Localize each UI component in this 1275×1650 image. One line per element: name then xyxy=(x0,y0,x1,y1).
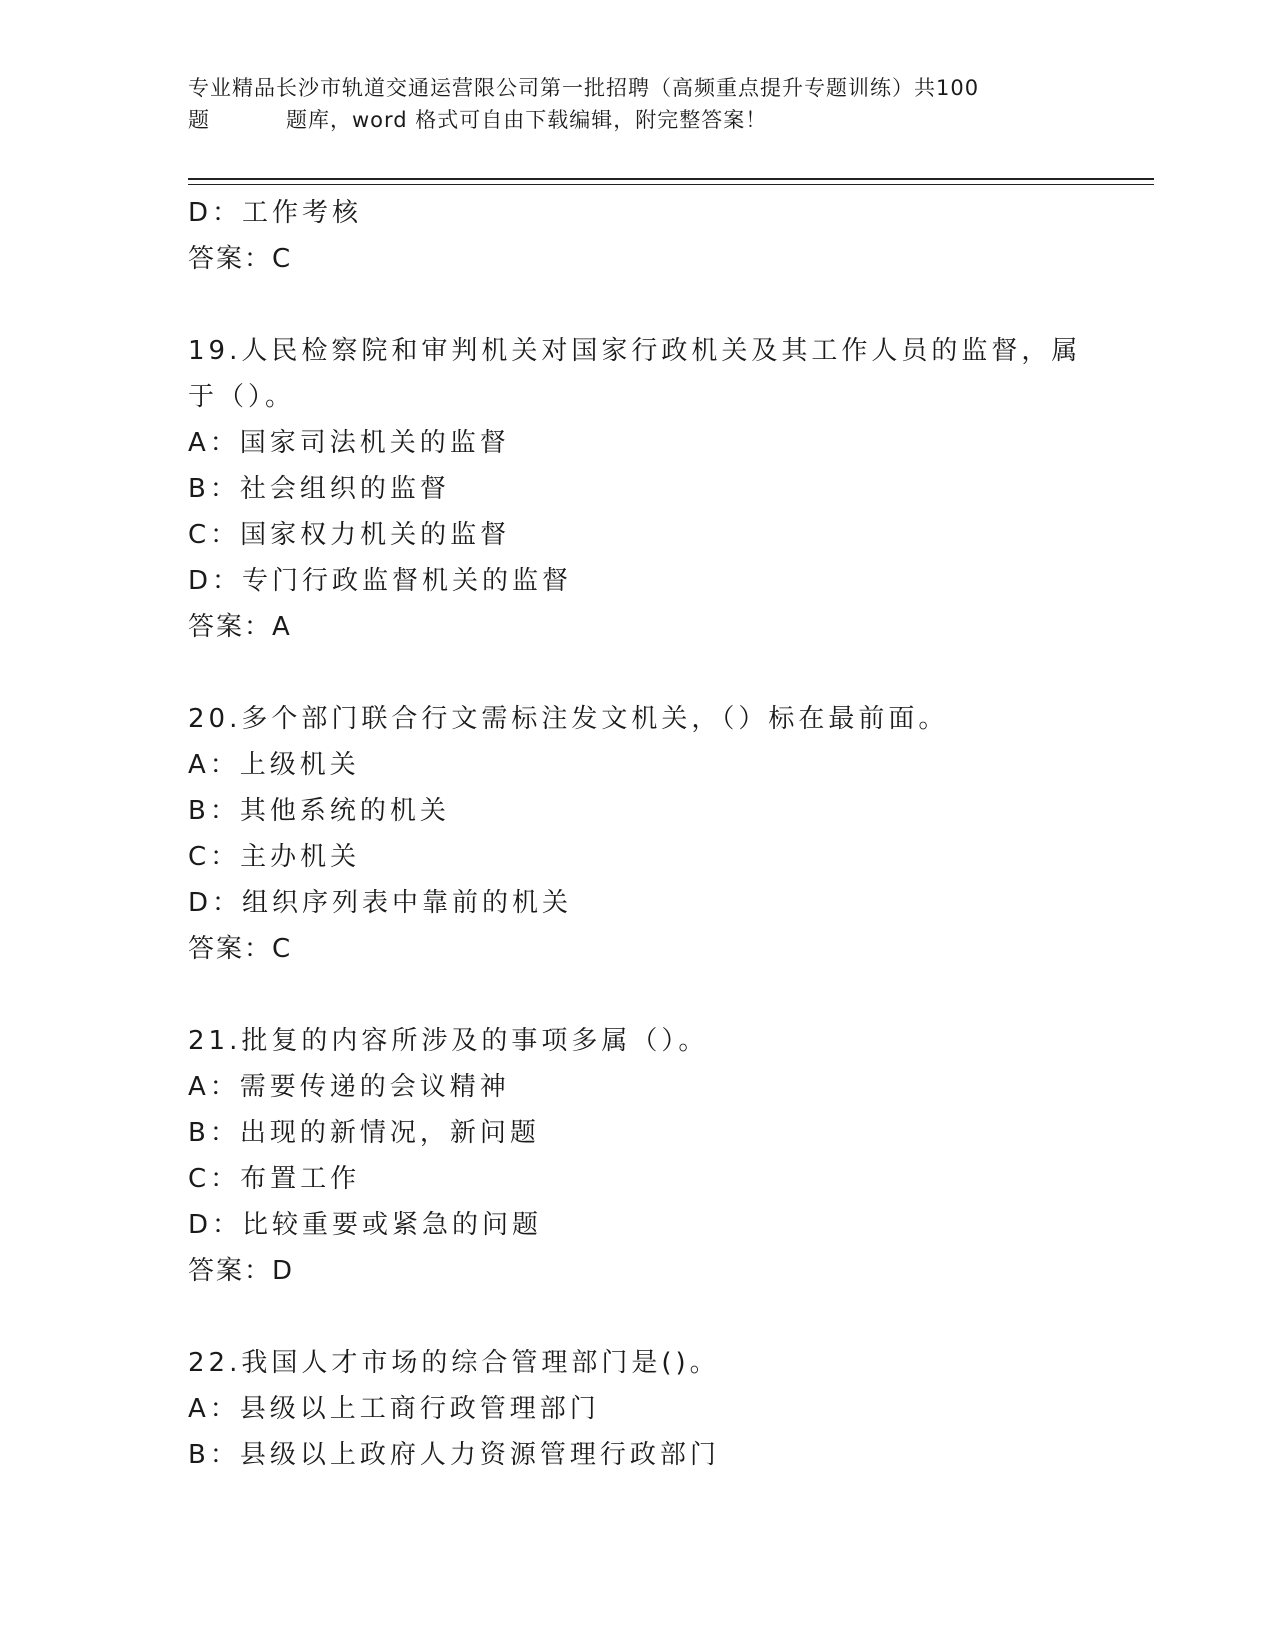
question-19 xyxy=(188,328,1088,650)
question-title: 22.我国人才市场的综合管理部门是()。 xyxy=(188,1348,720,1378)
question-title: 21.批复的内容所涉及的事项多属（）。 xyxy=(188,1026,709,1056)
option-b: B：县级以上政府人力资源管理行政部门 xyxy=(188,1440,720,1470)
prev-option-d: D：工作考核 xyxy=(188,198,363,228)
option-c: C：主办机关 xyxy=(188,842,361,872)
header-line-1: 专业精品长沙市轨道交通运营限公司第一批招聘（高频重点提升专题训练）共100 xyxy=(188,76,980,100)
option-a: A：县级以上工商行政管理部门 xyxy=(188,1394,600,1424)
question-22 xyxy=(188,1340,1088,1478)
question-list xyxy=(188,190,1088,1478)
option-b: B：社会组织的监督 xyxy=(188,474,450,504)
answer: 答案：D xyxy=(188,1256,295,1286)
option-d: D：组织序列表中靠前的机关 xyxy=(188,888,573,918)
option-c: C：国家权力机关的监督 xyxy=(188,520,511,550)
question-title: 20.多个部门联合行文需标注发文机关，（）标在最前面。 xyxy=(188,704,949,734)
option-b: B：出现的新情况，新问题 xyxy=(188,1118,540,1148)
option-a: A：需要传递的会议精神 xyxy=(188,1072,510,1102)
option-b: B：其他系统的机关 xyxy=(188,796,450,826)
header-line-2-text: 题库，word 格式可自由下载编辑，附完整答案！ xyxy=(286,108,768,132)
option-d: D：比较重要或紧急的问题 xyxy=(188,1210,543,1240)
option-d: D：专门行政监督机关的监督 xyxy=(188,566,573,596)
option-c: C：布置工作 xyxy=(188,1164,361,1194)
page-header xyxy=(188,72,1088,136)
question-20 xyxy=(188,696,1088,972)
prev-answer: 答案：C xyxy=(188,244,293,274)
header-line-2-prefix: 题 xyxy=(188,108,210,132)
header-rule-thick xyxy=(188,178,1154,180)
option-a: A：上级机关 xyxy=(188,750,360,780)
header-line-2 xyxy=(188,104,1088,136)
header-rule-thin xyxy=(188,184,1154,185)
question-title: 19.人民检察院和审判机关对国家行政机关及其工作人员的监督，属于（）。 xyxy=(188,336,1082,412)
option-a: A：国家司法机关的监督 xyxy=(188,428,510,458)
question-21 xyxy=(188,1018,1088,1294)
answer: 答案：C xyxy=(188,934,293,964)
answer: 答案：A xyxy=(188,612,292,642)
